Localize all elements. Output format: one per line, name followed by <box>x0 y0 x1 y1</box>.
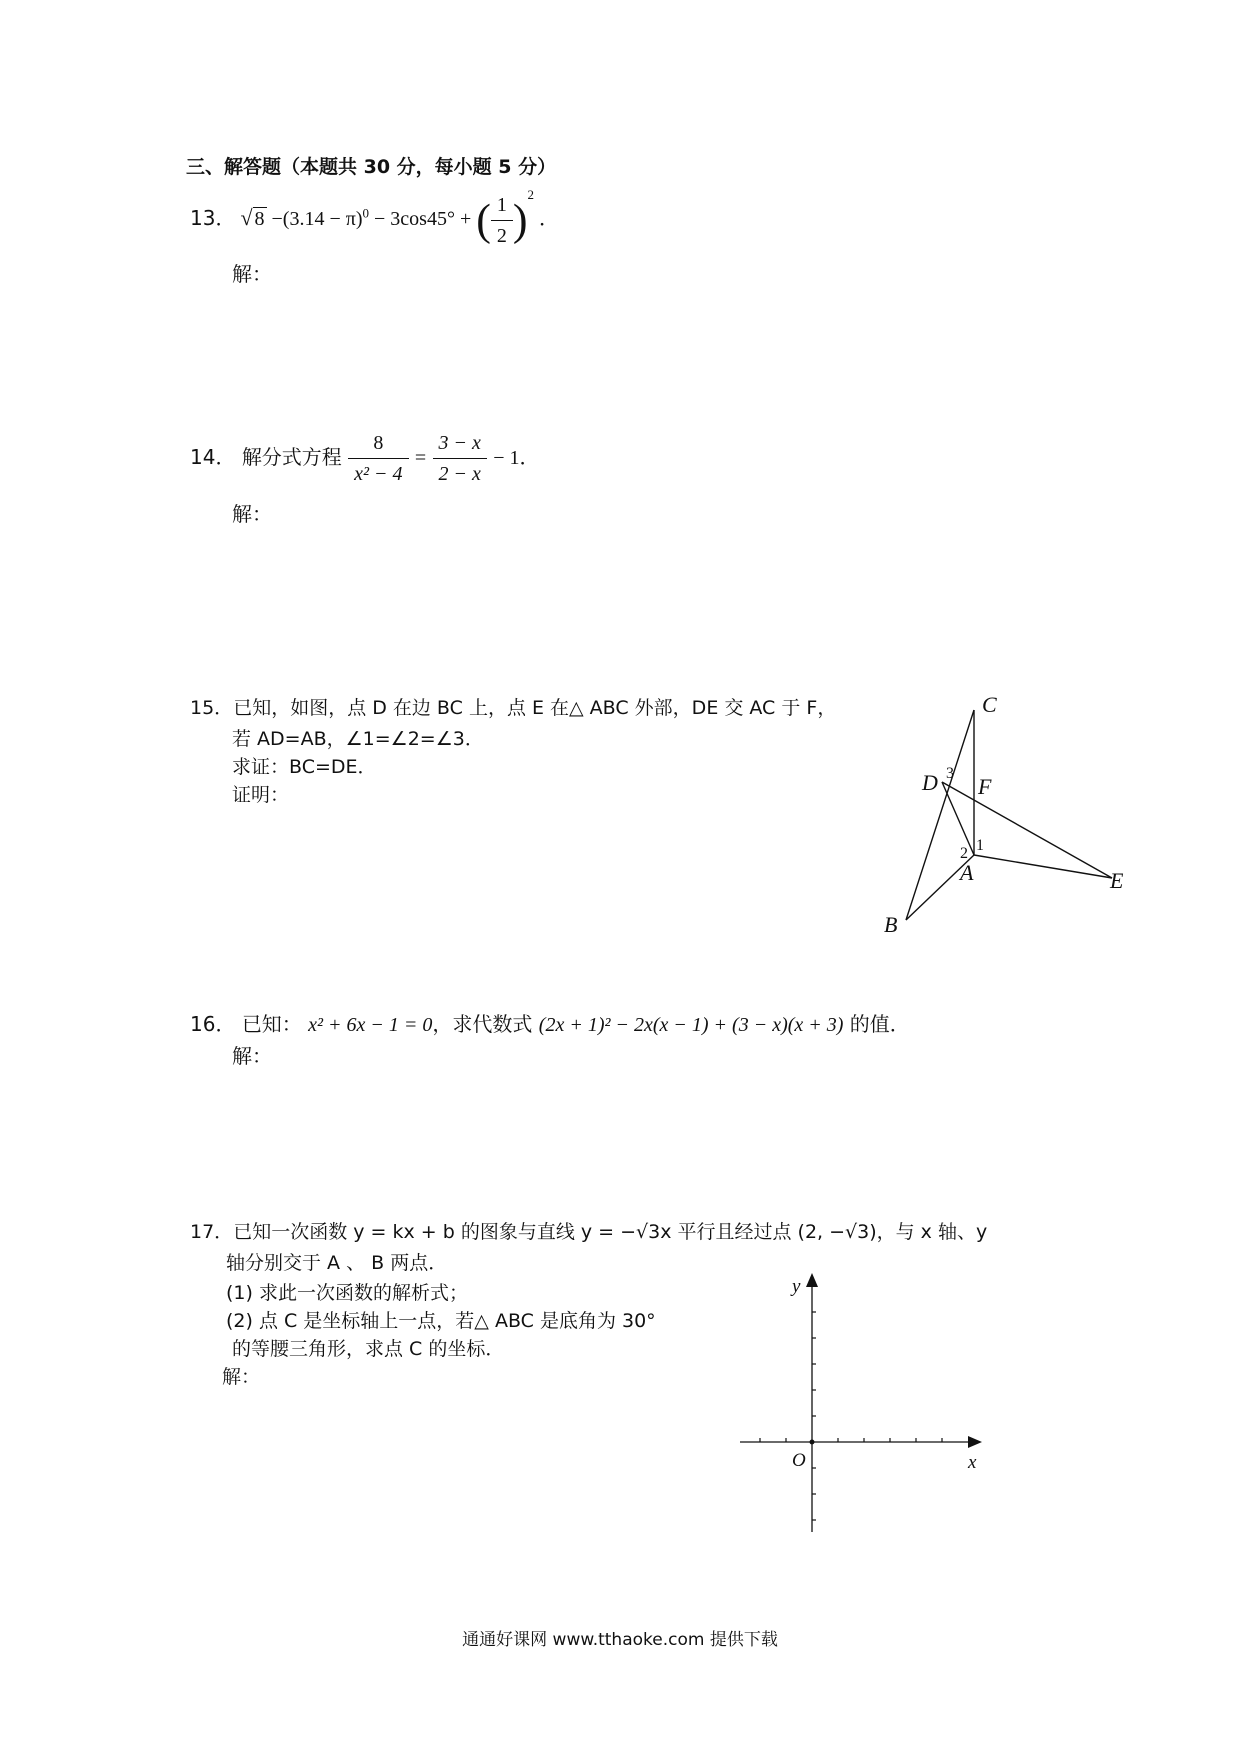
q17-part1: (1) 求此一次函数的解析式； <box>226 1282 468 1304</box>
q13-number: 13． <box>190 206 236 231</box>
q16-expression: (2x + 1)² − 2x(x − 1) + (3 − x)(x + 3) <box>538 1014 844 1036</box>
q13-frac-den: 2 <box>496 225 507 247</box>
q14-eq: = <box>414 447 427 469</box>
q14-rhs-den: 2 − x <box>438 463 481 485</box>
q17-part2: (2) 点 C 是坐标轴上一点，若△ ABC 是底角为 30° <box>226 1310 656 1332</box>
label-f: F <box>978 774 992 799</box>
x-axis-label: x <box>968 1452 977 1473</box>
q14-tail: − 1． <box>493 447 540 469</box>
q15-line1: 已知，如图，点 D 在边 BC 上，点 E 在△ ABC 外部，DE 交 AC 于 F， <box>233 697 837 719</box>
q16-text-a: 已知： <box>241 1012 302 1036</box>
q17-part2b: 的等腰三角形，求点 C 的坐标． <box>232 1338 505 1360</box>
footer-source: 通通好课网 www.tthaoke.com 提供下载 <box>462 1630 778 1650</box>
question-13: 13． √ $8 -(3.14 - \pi)^0 - 3\cos 45^\circ$ + ( $\frac{1}{2}$ )$^2$ ． <box>190 190 559 251</box>
q15-number: 15． <box>190 697 234 719</box>
q16-answer-label: 解： <box>232 1044 272 1068</box>
segment-bc <box>906 710 974 920</box>
q16-condition: x² + 6x − 1 = 0 <box>308 1014 433 1036</box>
q13-sup0: 0 <box>362 205 370 221</box>
q13-expr-part1: −(3.14 − π) <box>271 208 363 231</box>
label-c: C <box>982 692 997 717</box>
angle-label-1: 1 <box>976 837 984 854</box>
q16-text-b: ，求代数式 <box>432 1012 533 1036</box>
q15-line3: 求证：BC=DE． <box>232 756 377 778</box>
q14-lhs-den: x² − 4 <box>354 463 403 485</box>
question-17-line1 <box>190 1217 987 1244</box>
q14-number: 14． <box>190 445 236 469</box>
q15-geometry-figure <box>870 690 1150 950</box>
q13-exp: 2 <box>527 187 535 203</box>
label-e: E <box>1110 868 1124 893</box>
label-b: B <box>884 912 898 937</box>
q15-proof-label: 证明： <box>232 784 290 806</box>
q14-rhs-num: 3 − x <box>433 428 487 459</box>
y-axis-arrow <box>806 1273 818 1287</box>
origin-point <box>810 1440 815 1445</box>
q13-answer-label: 解： <box>232 262 272 286</box>
q14-text: 解分式方程 <box>241 445 342 469</box>
q17-answer-label: 解： <box>222 1366 261 1388</box>
angle-label-2: 2 <box>960 845 968 862</box>
q17-coordinate-axes <box>730 1270 1000 1540</box>
section-title: 三、解答题（本题共 30 分，每小题 5 分） <box>186 156 557 178</box>
q14-answer-label: 解： <box>232 502 272 526</box>
q16-text-c: 的值． <box>849 1012 910 1036</box>
question-15-line1 <box>190 693 836 720</box>
q17-line2: 轴分别交于 A 、 B 两点． <box>226 1252 448 1274</box>
origin-label: O <box>792 1450 806 1471</box>
segment-da <box>942 782 974 855</box>
q16-number: 16． <box>190 1012 236 1036</box>
axis-ticks <box>760 1312 942 1520</box>
q17-number: 17． <box>190 1221 234 1243</box>
q15-line2: 若 AD=AB，∠1=∠2=∠3． <box>232 728 484 750</box>
q17-line1: 已知一次函数 y = kx + b 的图象与直线 y = −√3x 平行且经过点 (2, −√3)，与 x 轴、y <box>233 1221 988 1243</box>
q14-lhs-num: 8 <box>348 428 408 459</box>
angle-label-3: 3 <box>946 765 954 782</box>
question-14 <box>190 428 540 489</box>
q13-expr-part2: − 3cos45° + <box>374 208 472 231</box>
q13-sqrt-arg: 8 <box>254 208 265 231</box>
q13-end: ． <box>539 208 560 231</box>
label-a: A <box>960 860 974 885</box>
q13-frac-num: 1 <box>491 190 513 221</box>
label-d: D <box>922 770 938 795</box>
question-16 <box>190 1008 910 1037</box>
y-axis-label: y <box>792 1276 801 1297</box>
x-axis-arrow <box>968 1436 982 1448</box>
